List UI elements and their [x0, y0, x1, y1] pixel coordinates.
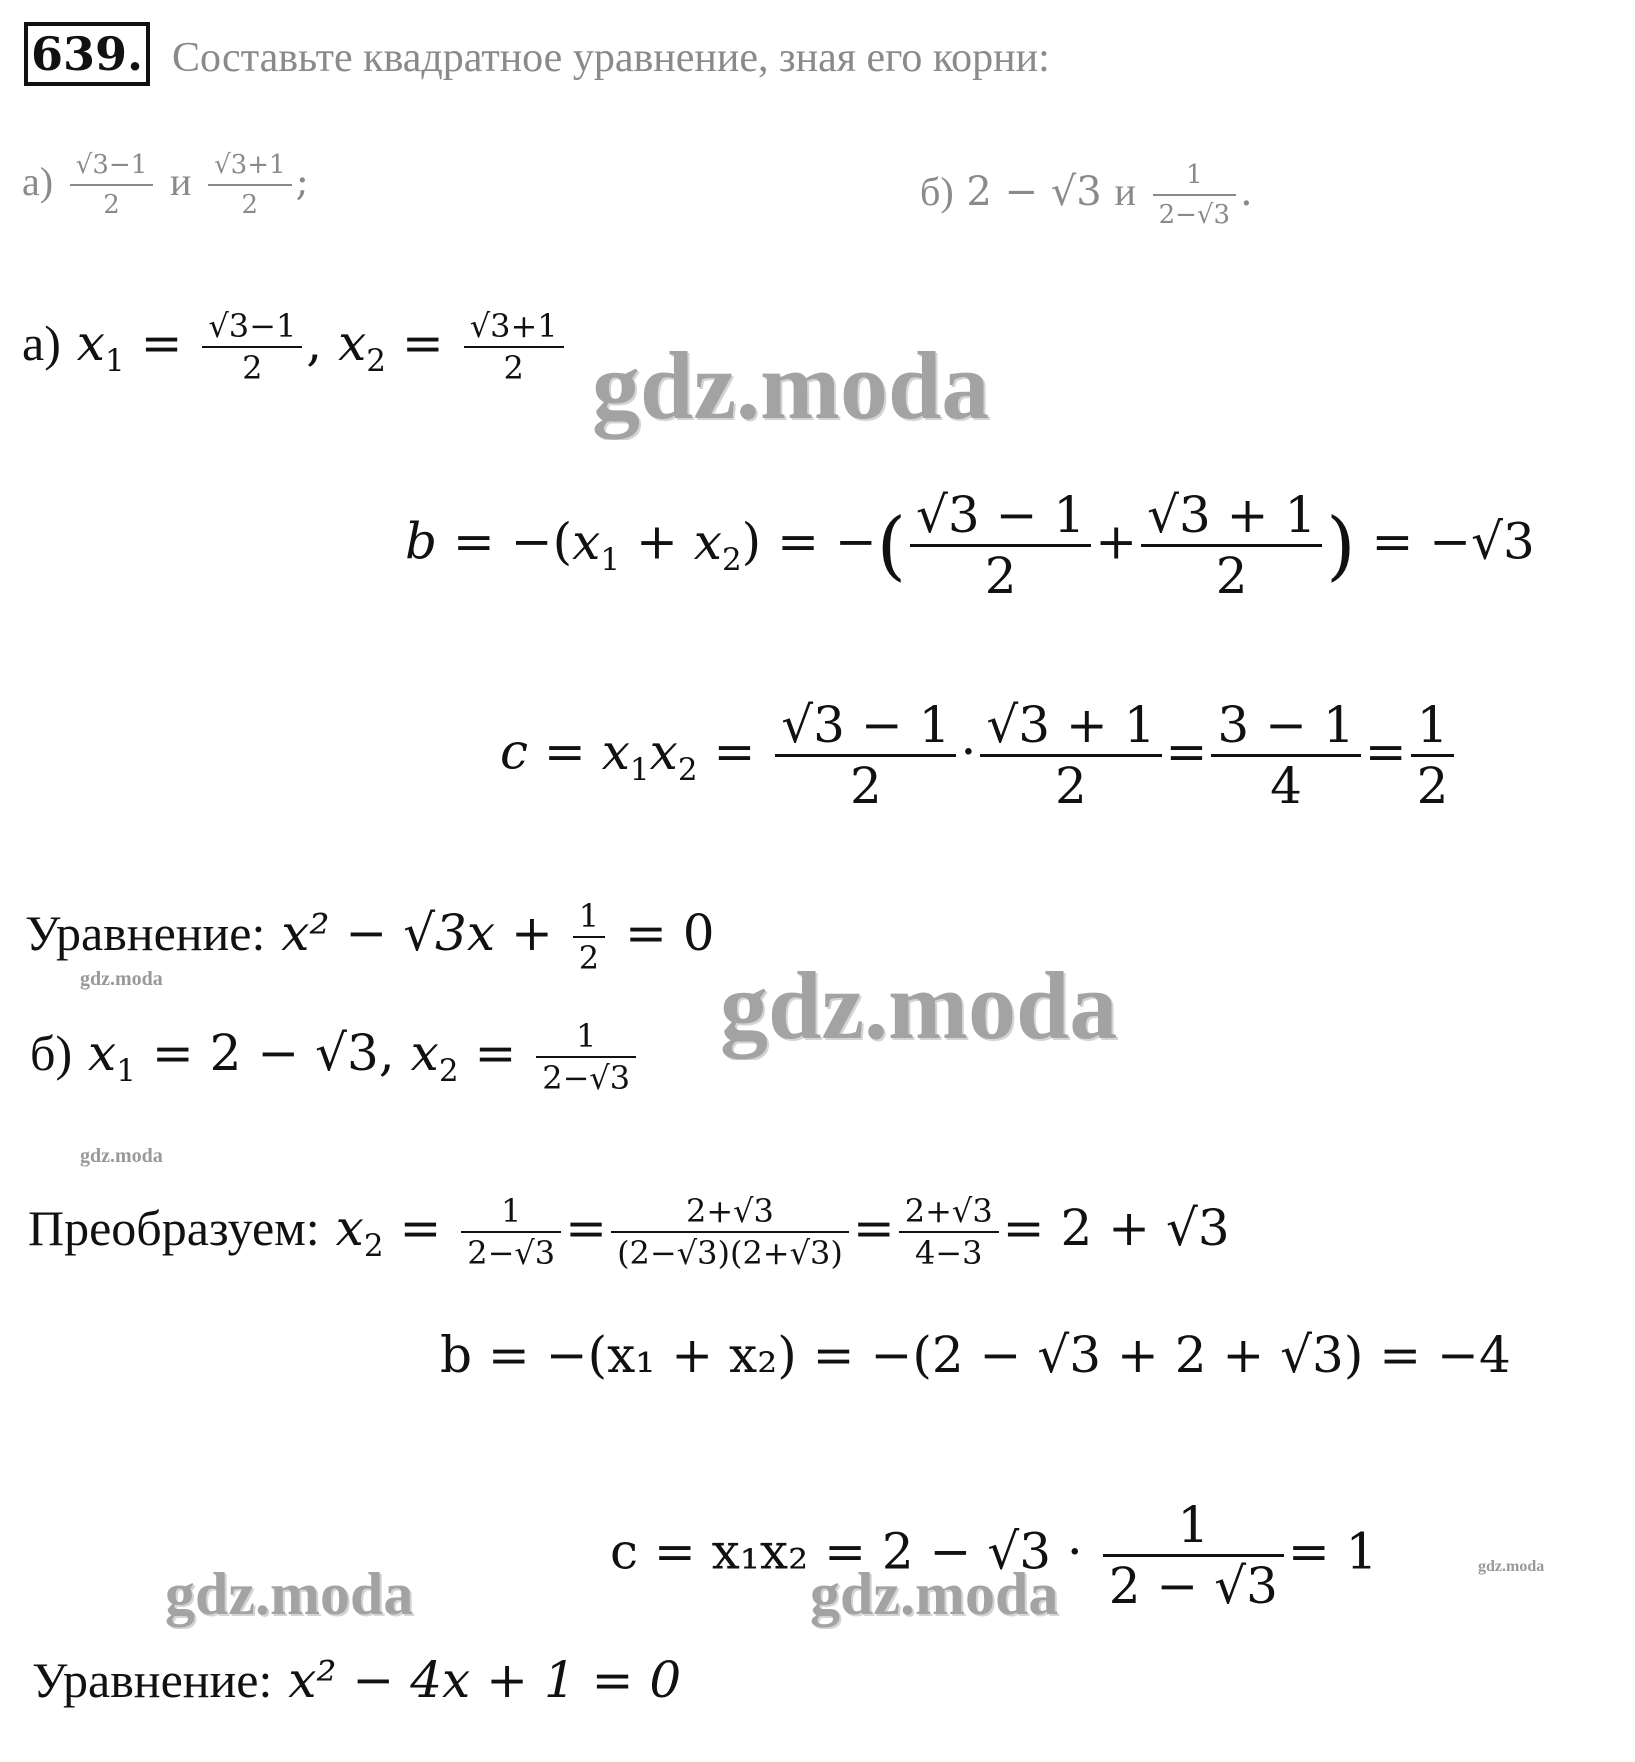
part-a-equation-frac: $\frac{1}{2}$: [573, 900, 605, 974]
watermark-2: gdz.moda: [720, 952, 1118, 1059]
watermark-3: gdz.moda: [165, 1561, 414, 1627]
part-a-equation: Уравнение: x² − √3x + $\frac{1}{2}$ = 0: [25, 897, 715, 977]
part-a-b-frac2: $\frac{√3 + 1}{2}$: [1141, 490, 1322, 601]
part-b-transform: Преобразуем: $x_2$ = $\frac{1}{2-√3}$ = $\frac{2+√3}{(2-√3)(2+√3)}$ = $\frac{2+√3}{4-3}$ = 2 + √3: [28, 1192, 1230, 1272]
part-b-equation: Уравнение: x² − 4x + 1 = 0: [32, 1651, 682, 1709]
condition-a-frac2: $\frac{√3+1}{2}$: [208, 150, 291, 220]
condition-a-label: а): [22, 159, 54, 204]
part-a-c-frac2: $\frac{√3 + 1}{2}$: [980, 700, 1161, 811]
part-a-roots: а) $x_1$ = $\frac{√3-1}{2}$ , $x_2$ = $\frac{√3+1}{2}$: [22, 310, 568, 384]
part-b-c-line: c = x₁x₂ = 2 − √3 · $\frac{1}{2 - √3}$ = 1: [610, 1496, 1378, 1615]
condition-b-root1: 2 − √3: [966, 169, 1102, 215]
part-b-transform-frac2: $\frac{2+√3}{(2-√3)(2+√3)}$: [611, 1195, 849, 1269]
part-a-c-frac3: $\frac{3 - 1}{4}$: [1211, 700, 1360, 811]
part-a-root2-frac: $\frac{√3+1}{2}$: [464, 310, 564, 384]
part-a-b-frac1: $\frac{√3 - 1}{2}$: [910, 490, 1091, 601]
problem-statement: Составьте квадратное уравнение, зная его корни:: [172, 35, 1050, 81]
part-b-transform-frac3: $\frac{2+√3}{4-3}$: [899, 1195, 999, 1269]
watermark-small-2: gdz.moda: [80, 1145, 163, 1167]
condition-a-frac1: $\frac{√3-1}{2}$: [70, 150, 153, 220]
problem-number: 639.: [24, 22, 150, 86]
watermark-1: gdz.moda: [592, 332, 990, 439]
watermark-4: gdz.moda: [810, 1561, 1059, 1627]
part-b-c-frac: $\frac{1}{2 - √3}$: [1103, 1500, 1284, 1611]
part-a-c-frac4: $\frac{1}{2}$: [1411, 700, 1455, 811]
part-b-transform-frac1: $\frac{1}{2-√3}$: [461, 1195, 561, 1269]
part-a-root1-frac: $\frac{√3-1}{2}$: [202, 310, 302, 384]
condition-b: б) 2 − √3 и $\frac{1}{2-√3}$ .: [920, 160, 1253, 230]
part-a-b-line: $b = -(x_1 + x_2)$ = −( $\frac{√3 - 1}{2}$ + $\frac{√3 + 1}{2}$ ) = −√3: [405, 486, 1535, 605]
part-a-c-frac1: $\frac{√3 - 1}{2}$: [775, 700, 956, 811]
part-b-roots: б) $x_1 = 2 - √3$, $x_2$ = $\frac{1}{2-√3}$: [30, 1020, 640, 1094]
part-b-b-line: b = −(x₁ + x₂) = −(2 − √3 + 2 + √3) = −4: [440, 1326, 1511, 1384]
condition-b-frac: $\frac{1}{2-√3}$: [1153, 160, 1236, 230]
watermark-small-3: gdz.moda: [1478, 1558, 1545, 1575]
part-a-b-result: = −√3: [1371, 512, 1535, 571]
part-b-root2-frac: $\frac{1}{2-√3}$: [536, 1020, 636, 1094]
watermark-small-1: gdz.moda: [80, 968, 163, 990]
condition-a: а) $\frac{√3-1}{2}$ и $\frac{√3+1}{2}$ ;: [22, 150, 309, 220]
part-a-c-line: $c = x_1x_2$ = $\frac{√3 - 1}{2}$ · $\frac{√3 + 1}{2}$ = $\frac{3 - 1}{4}$ = $\frac{1}{2}$: [500, 700, 1458, 811]
